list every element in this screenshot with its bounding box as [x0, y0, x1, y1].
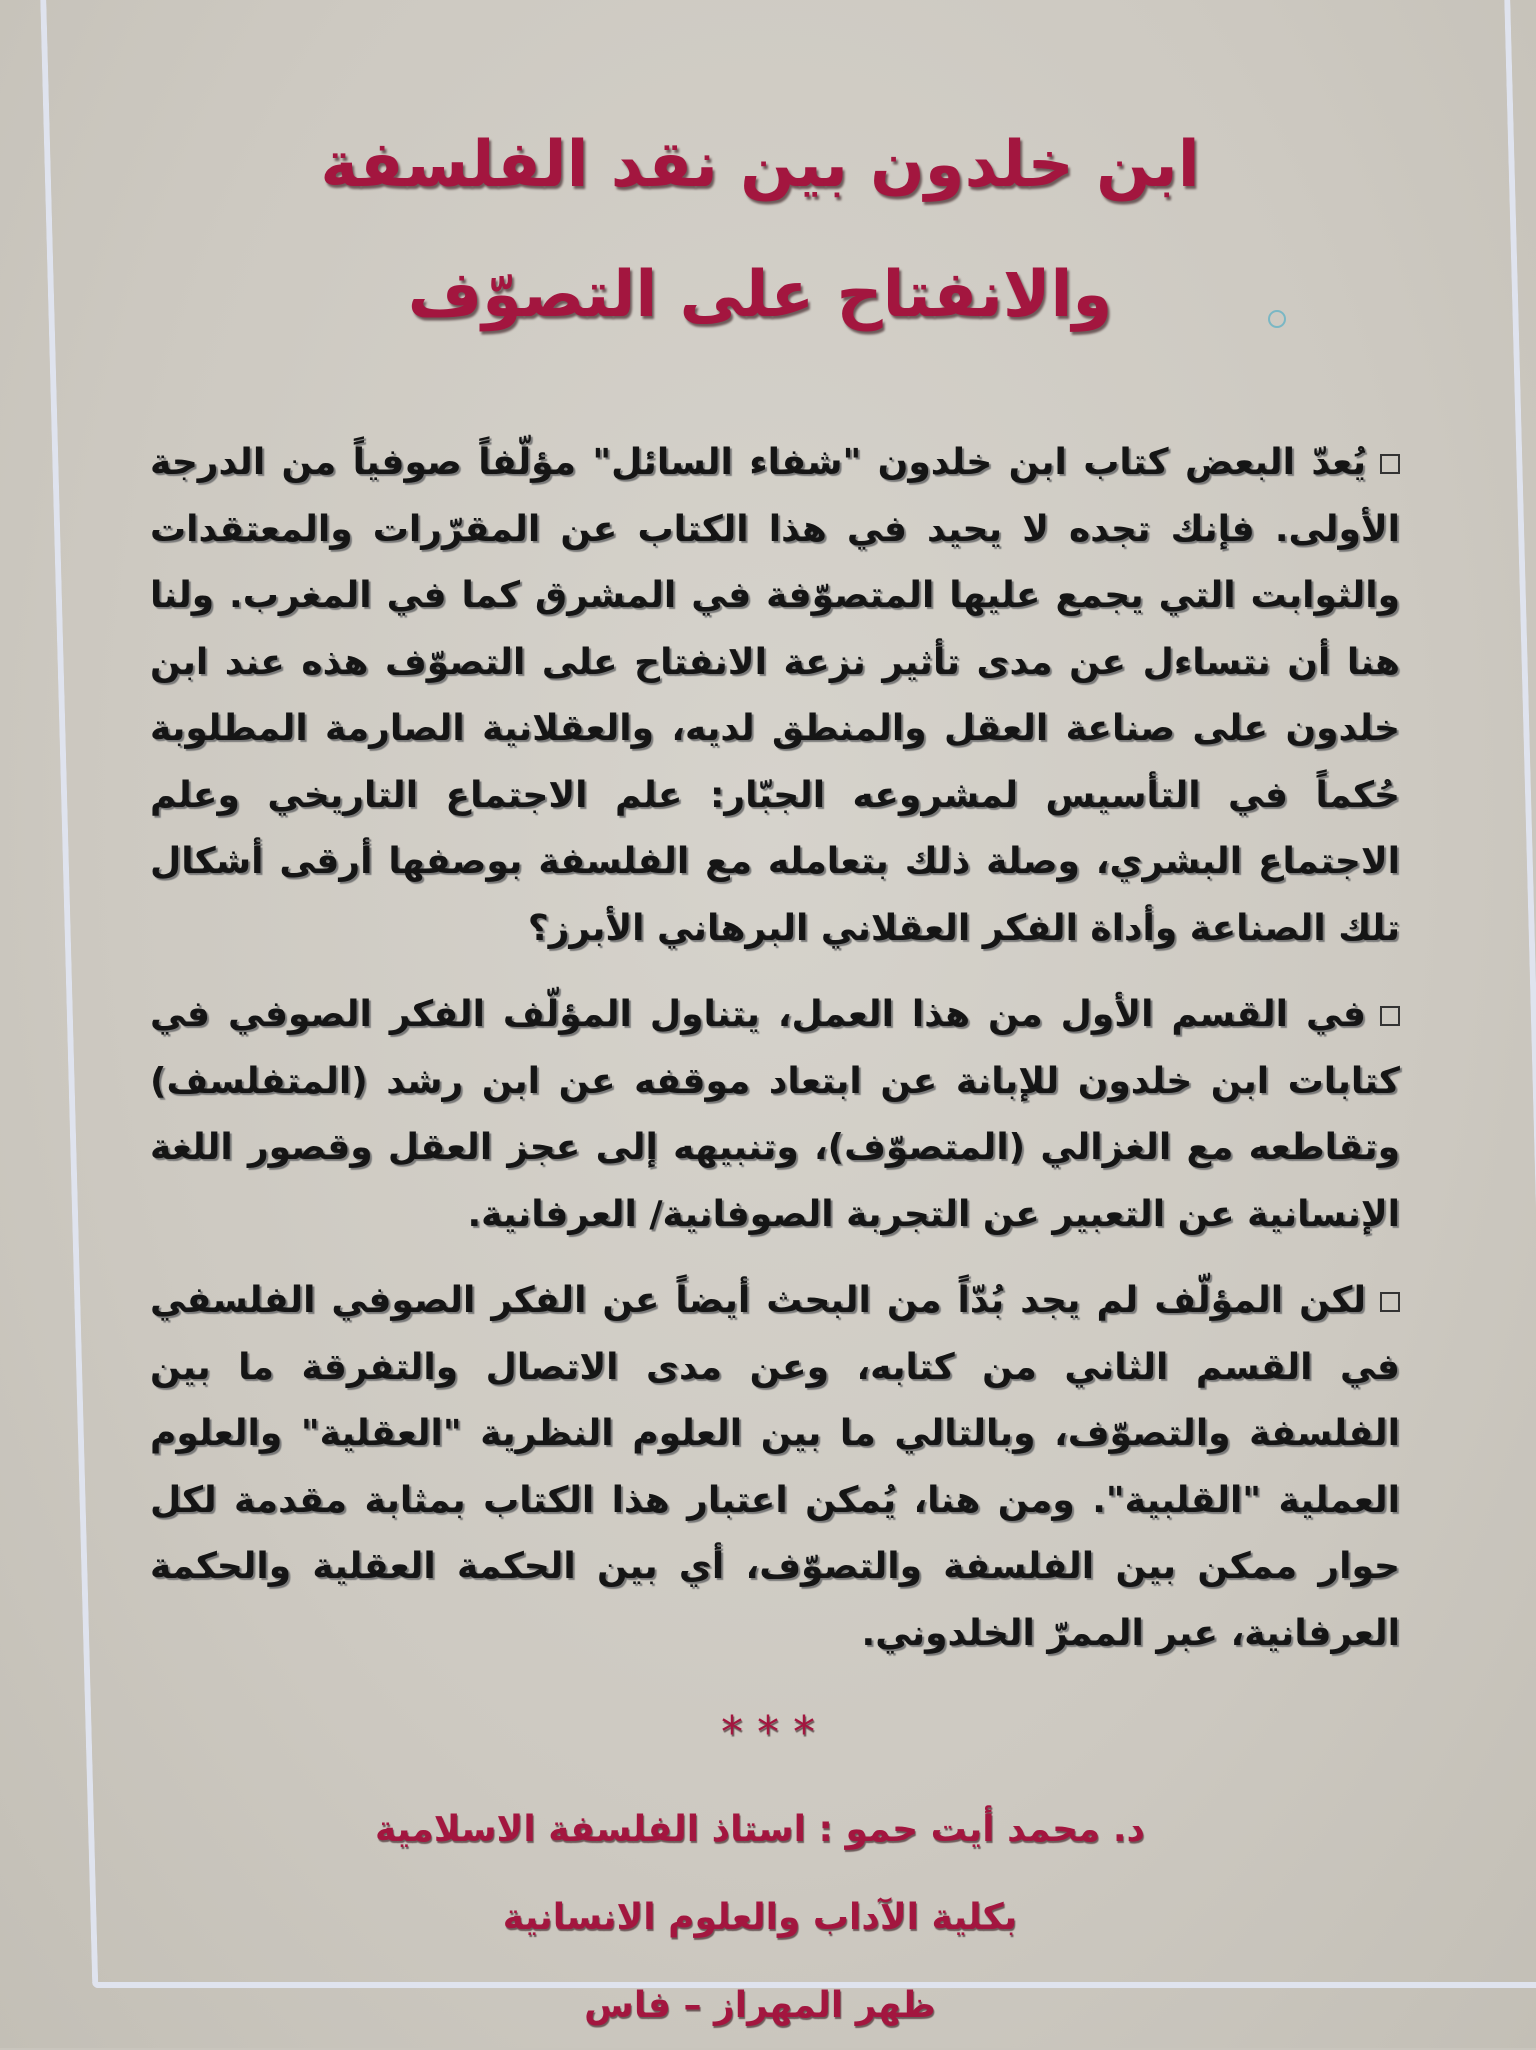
author-faculty: بكلية الآداب والعلوم الانسانية: [502, 1897, 1018, 1938]
author-location: ظهر المهراز – فاس: [584, 1985, 936, 2026]
book-title: [150, 100, 1400, 360]
paragraph-1-text: يُعدّ البعض كتاب ابن خلدون "شفاء السائل" مؤلّفاً صوفياً من الدرجة الأولى. فإنك تجده لا يحيد في هذا الكتاب عن المقرّرات والمعتقدات والثوابت التي يجمع عليها المتصوّفة في المشرق كما في المغرب. ولنا هنا أن نتساءل عن مدى تأثير نزعة الانفتاح على التصوّف هذه عند ابن خلدون على صناعة العقل والمنطق لديه، والعقلانية الصارمة المطلوبة حُكماً في التأسيس لمشروعه الجبّار: علم الاجتماع التاريخي وعلم الاجتماع البشري، وصلة ذلك بتعامله مع الفلسفة بوصفها أرقى أشكال تلك الصناعة وأداة الفكر العقلاني البرهاني الأبرز؟: [150, 442, 1400, 949]
back-cover-content: [150, 100, 1400, 2050]
author-name-title: د. محمد أيت حمو : استاذ الفلسفة الاسلامية: [374, 1809, 1146, 1850]
square-bullet-icon: [1380, 454, 1400, 474]
title-line-1: ابن خلدون بين نقد الفلسفة: [320, 128, 1200, 202]
square-bullet-icon: [1380, 1006, 1400, 1026]
square-bullet-icon: [1380, 1292, 1400, 1312]
paragraph-2: [150, 982, 1400, 1248]
title-line-2: والانفتاح على التصوّف: [407, 258, 1113, 332]
star-separator-icon: ***: [721, 1707, 829, 1758]
author-credit: [150, 1786, 1400, 2050]
paragraph-2-text: في القسم الأول من هذا العمل، يتناول المؤلّف الفكر الصوفي في كتابات ابن خلدون للإبانة عن ابتعاد موقفه عن ابن رشد (المتفلسف) وتقاطعه مع الغزالي (المتصوّف)، وتنبيهه إلى عجز العقل وقصور اللغة الإنسانية عن التعبير عن التجربة الصوفانية/ العرفانية.: [150, 994, 1400, 1235]
paragraph-1: [150, 430, 1400, 962]
paragraph-3: [150, 1268, 1400, 1667]
paragraph-3-text: لكن المؤلّف لم يجد بُدّاً من البحث أيضاً عن الفكر الصوفي الفلسفي في القسم الثاني من كتابه، وعن مدى الاتصال والتفرقة ما بين الفلسفة والتصوّف، وبالتالي ما بين العلوم النظرية "العقلية" والعلوم العملية "القلبية". ومن هنا، يُمكن اعتبار هذا الكتاب بمثابة مقدمة لكل حوار ممكن بين الفلسفة والتصوّف، أي بين الحكمة العقلية والحكمة العرفانية، عبر الممرّ الخلدوني.: [150, 1280, 1400, 1654]
